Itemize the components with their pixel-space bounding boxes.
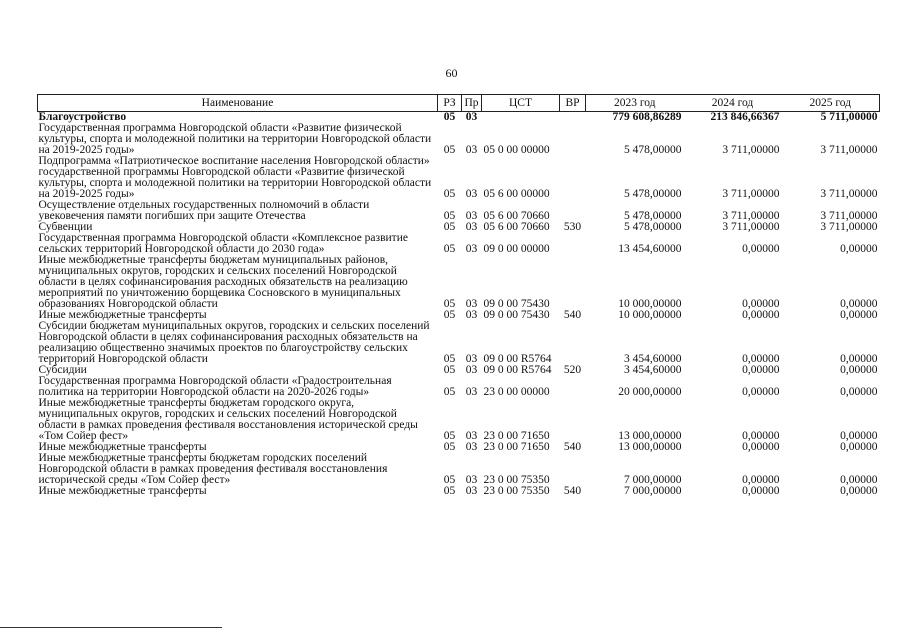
cell-cst: 09 0 00 00000 [483,243,550,255]
cell-pr: 03 [465,243,478,255]
footnote-divider [0,627,222,628]
cell-rz: 05 [443,364,456,376]
cell-2025: 3 711,00000 [820,221,878,233]
cell-2025: 0,00000 [840,364,878,376]
cell-vr: 540 [563,309,582,321]
table-row [38,321,880,365]
cell-2025: 0,00000 [840,353,878,365]
cell-2025: 0,00000 [840,386,878,398]
cell-name: Благоустройство [38,111,127,123]
cell-2023: 13 454,60000 [618,243,682,255]
cell-cst: 23 0 00 75350 [483,474,550,486]
cell-pr: 03 [465,485,478,497]
cell-2023: 3 454,60000 [624,364,682,376]
cell-pr: 03 [465,353,478,365]
cell-2023: 7 000,00000 [624,485,682,497]
header-2025: 2025 год [782,95,880,112]
cell-2023: 779 608,86289 [612,111,682,123]
cell-2025: 3 711,00000 [820,188,878,200]
cell-2025: 3 711,00000 [820,144,878,156]
cell-2024: 0,00000 [742,441,780,453]
table-row [38,123,880,156]
cell-cst: 23 0 00 00000 [483,386,550,398]
cell-2024: 0,00000 [742,485,780,497]
cell-rz: 05 [443,474,456,486]
budget-table [37,94,880,497]
table-row [38,486,880,497]
cell-vr [560,112,586,124]
cell-cst: 09 0 00 75430 [483,309,550,321]
cell-vr [560,233,586,255]
cell-2023: 10 000,00000 [618,309,682,321]
cell-cst: 23 0 00 71650 [483,441,550,453]
cell-pr: 03 [465,210,478,222]
cell-2025: 0,00000 [840,430,878,442]
cell-pr: 03 [465,430,478,442]
cell-2024: 0,00000 [742,364,780,376]
cell-name: Государственная программа Новгородской области «Комплексное развитие сельских территорий Новгородской области до 2030 года» [38,232,408,255]
cell-2024: 0,00000 [742,353,780,365]
cell-pr: 03 [465,144,478,156]
cell-rz: 05 [443,386,456,398]
cell-vr [560,123,586,156]
cell-pr: 03 [465,188,478,200]
cell-rz: 05 [443,441,456,453]
table-row [38,255,880,310]
cell-rz: 05 [443,144,456,156]
cell-rz: 05 [443,243,456,255]
cell-pr: 03 [465,441,478,453]
cell-name: Государственная программа Новгородской области «Развитие физической культуры, спорта и молодежной политики на территории Новгородской области на 2019-2025 годы» [38,122,432,156]
cell-pr: 03 [465,309,478,321]
cell-name: Иные межбюджетные трансферты [38,485,207,497]
cell-cst: 05 6 00 00000 [483,188,550,200]
cell-2025: 0,00000 [840,485,878,497]
table-row [38,398,880,442]
cell-2025: 0,00000 [840,298,878,310]
cell-vr: 540 [563,485,582,497]
cell-2024: 213 846,66367 [710,111,780,123]
cell-2023: 5 478,00000 [624,188,682,200]
cell-pr: 03 [465,221,478,233]
cell-name: Иные межбюджетные трансферты [38,309,207,321]
table-body [38,112,880,498]
cell-rz: 05 [443,353,456,365]
table-row [38,156,880,200]
cell-2023: 13 000,00000 [618,441,682,453]
cell-vr [560,255,586,310]
header-pr: Пр [462,95,482,112]
cell-rz: 05 [443,210,456,222]
cell-cst: 09 0 00 R5764 [483,353,552,365]
cell-name: Подпрограмма «Патриотическое воспитание населения Новгородской области» государственной программы Новгородской области «Развитие физической культуры, спорта и молодежной политики на территории Новгородской области на 2019-2025 годы» [38,155,432,200]
cell-2023: 5 478,00000 [624,144,682,156]
table-row [38,453,880,486]
cell-2023: 7 000,00000 [624,474,682,486]
cell-2023: 10 000,00000 [618,298,682,310]
header-vr: ВР [560,95,586,112]
cell-2024: 0,00000 [742,309,780,321]
cell-pr: 03 [465,364,478,376]
table-row [38,200,880,222]
cell-name: Субвенции [38,221,93,233]
cell-name: Государственная программа Новгородской области «Градостроительная политика на территории Новгородской области на 2020-2026 годы» [38,375,392,398]
cell-2024: 0,00000 [742,386,780,398]
cell-2024: 3 711,00000 [722,210,780,222]
cell-2025: 0,00000 [840,474,878,486]
cell-name: Иные межбюджетные трансферты бюджетам городских поселений Новгородской области в рамках проведения фестиваля восстановления исторической среды «Том Сойер фест» [38,452,388,486]
cell-2024: 0,00000 [742,298,780,310]
cell-cst [482,112,560,124]
cell-cst: 05 6 00 70660 [483,221,550,233]
cell-2024: 0,00000 [742,243,780,255]
cell-cst: 09 0 00 R5764 [483,364,552,376]
cell-name: Иные межбюджетные трансферты бюджетам городского округа, муниципальных округов, городских и сельских поселений Новгородской области в рамках проведения фестиваля восстановления исторической среды «Том Сойер фест» [38,397,418,442]
cell-rz: 05 [443,188,456,200]
cell-2025: 0,00000 [840,309,878,321]
cell-2024: 3 711,00000 [722,221,780,233]
cell-2025: 5 711,00000 [820,111,878,123]
cell-name: Иные межбюджетные трансферты бюджетам муниципальных районов, муниципальных округов, городских и сельских поселений Новгородской области в целях софинансирования расходных обязательств на реализацию мероприятий по уничтожению борщевика Сосновского в муниципальных образованиях Новгородской области [38,254,408,310]
cell-rz: 05 [443,309,456,321]
cell-2024: 0,00000 [742,474,780,486]
cell-cst: 23 0 00 75350 [483,485,550,497]
cell-pr: 03 [465,474,478,486]
table-row [38,376,880,398]
header-cst: ЦСТ [482,95,560,112]
cell-cst: 05 6 00 70660 [483,210,550,222]
cell-vr [560,376,586,398]
cell-pr: 03 [465,386,478,398]
cell-2025: 0,00000 [840,441,878,453]
header-name: Наименование [38,95,438,112]
cell-vr [560,200,586,222]
cell-name: Осуществление отдельных государственных полномочий в области увековечения памяти погибших при защите Отечества [38,199,370,222]
cell-vr [560,453,586,486]
header-rz: РЗ [438,95,462,112]
cell-cst: 23 0 00 71650 [483,430,550,442]
table-header-row [38,95,880,112]
cell-vr [560,156,586,200]
cell-cst: 05 0 00 00000 [483,144,550,156]
cell-pr: 03 [465,111,478,123]
cell-2023: 20 000,00000 [618,386,682,398]
table-row [38,233,880,255]
cell-2024: 3 711,00000 [722,144,780,156]
cell-name: Субсидии [38,364,87,376]
cell-rz: 05 [443,298,456,310]
cell-rz: 05 [443,485,456,497]
cell-vr [560,398,586,442]
cell-2025: 3 711,00000 [820,210,878,222]
cell-vr [560,321,586,365]
cell-name: Иные межбюджетные трансферты [38,441,207,453]
cell-rz: 05 [443,111,456,123]
cell-2023: 13 000,00000 [618,430,682,442]
cell-vr: 540 [563,441,582,453]
cell-vr: 520 [563,364,582,376]
cell-2023: 5 478,00000 [624,210,682,222]
header-2024: 2024 год [684,95,782,112]
header-2023: 2023 год [586,95,684,112]
cell-2024: 3 711,00000 [722,188,780,200]
cell-2025: 0,00000 [840,243,878,255]
cell-2023: 3 454,60000 [624,353,682,365]
cell-2023: 5 478,00000 [624,221,682,233]
page-number: 60 [445,66,458,80]
cell-2024: 0,00000 [742,430,780,442]
cell-rz: 05 [443,221,456,233]
cell-vr: 530 [563,221,582,233]
cell-name: Субсидии бюджетам муниципальных округов, городских и сельских поселений Новгородской области в целях софинансирования расходных обязательств на реализацию общественно значимых проектов по благоустройству сельских территорий Новгородской области [38,320,430,365]
cell-pr: 03 [465,298,478,310]
cell-cst: 09 0 00 75430 [483,298,550,310]
cell-rz: 05 [443,430,456,442]
